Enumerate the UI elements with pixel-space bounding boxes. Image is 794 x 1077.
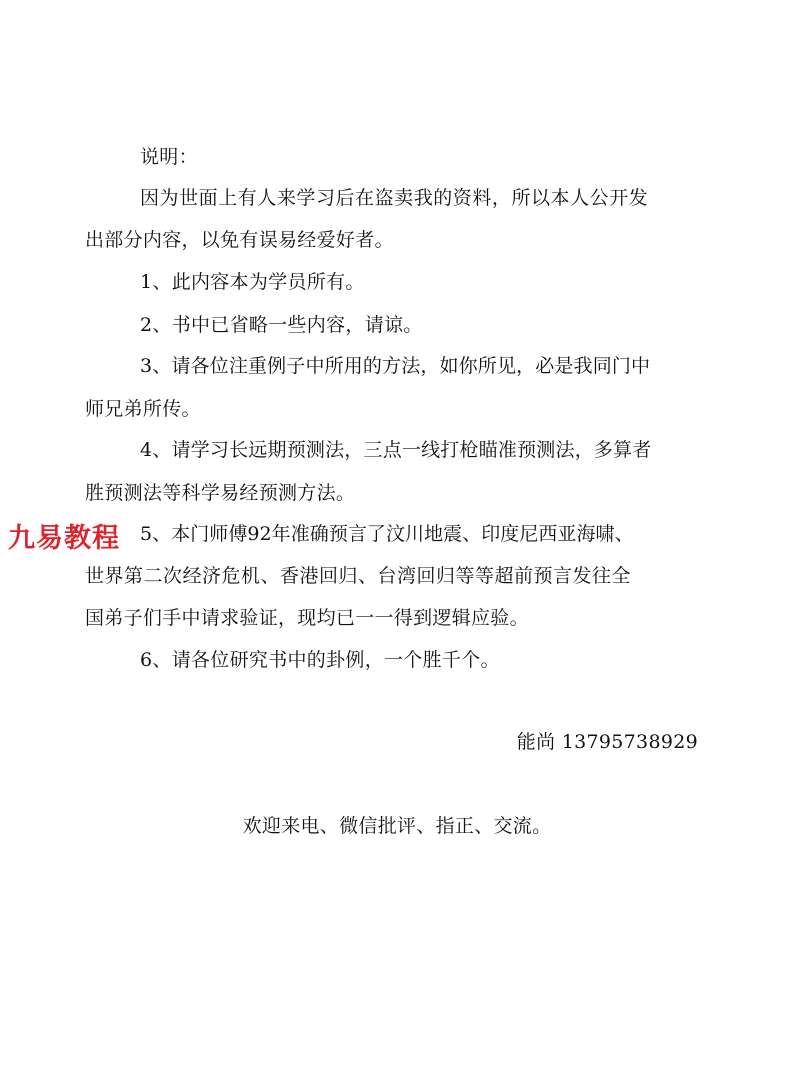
intro-line-1: 因为世面上有人来学习后在盗卖我的资料，所以本人公开发 [140,187,649,209]
signature: 能尚 13795738929 [516,731,698,753]
item-5-line-2: 世界第二次经济危机、香港回归、台湾回归等等超前预言发往全 [85,565,632,587]
item-2: 2、书中已省略一些内容，请谅。 [140,314,423,336]
item-5-line-1: 5、本门师傅92年准确预言了汶川地震、印度尼西亚海啸、 [140,523,634,545]
item-3-line-1: 3、请各位注重例子中所用的方法，如你所见，必是我同门中 [140,355,651,377]
intro-line-2: 出部分内容，以免有误易经爱好者。 [85,229,394,251]
item-6: 6、请各位研究书中的卦例，一个胜千个。 [140,649,500,671]
heading: 说明： [140,146,198,168]
item-4-line-2: 胜预测法等科学易经预测方法。 [85,482,356,504]
watermark-logo: 九易教程 [8,521,122,557]
item-4-line-1: 4、请学习长远期预测法，三点一线打枪瞄准预测法，多算者 [140,439,652,461]
item-5-line-3: 国弟子们手中请求验证，现均已一一得到逻辑应验。 [85,607,529,629]
closing-line: 欢迎来电、微信批评、指正、交流。 [242,815,552,837]
item-1: 1、此内容本为学员所有。 [140,271,365,293]
item-3-line-2: 师兄弟所传。 [85,398,201,420]
